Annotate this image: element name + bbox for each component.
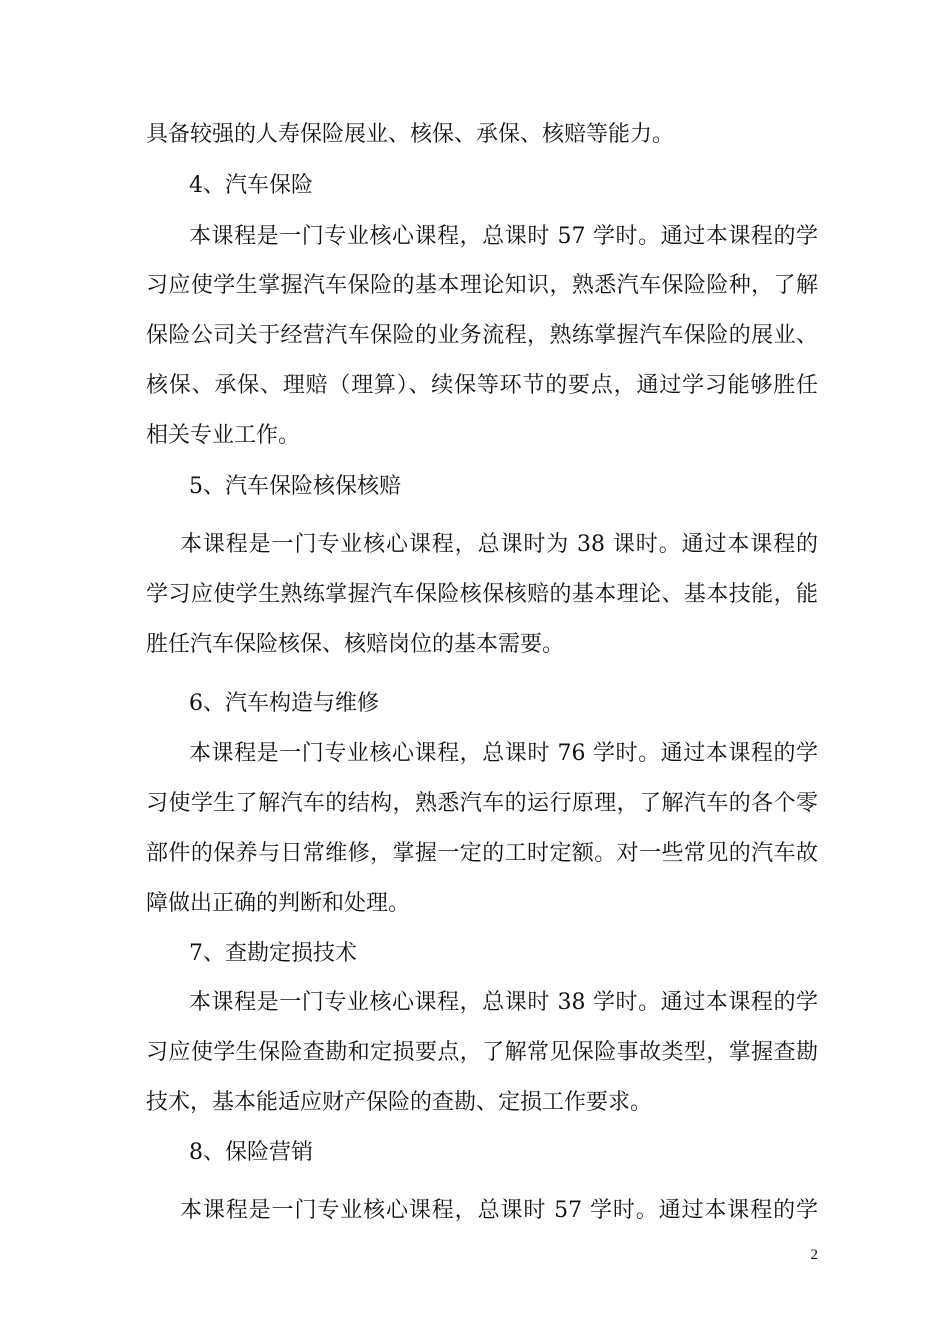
paragraph-line: 本课程是一门专业核心课程，总课时为 38 课时。通过本课程的 (180, 532, 818, 557)
paragraph-line: 习使学生了解汽车的结构，熟悉汽车的运行原理，了解汽车的各个零 (146, 791, 818, 816)
paragraph-line: 本课程是一门专业核心课程，总课时 76 学时。通过本课程的学 (189, 741, 818, 766)
paragraph-line: 具备较强的人寿保险展业、核保、承保、核赔等能力。 (146, 122, 675, 147)
paragraph-line: 习应使学生掌握汽车保险的基本理论知识，熟悉汽车保险险种，了解 (146, 273, 818, 298)
paragraph-line: 胜任汽车保险核保、核赔岗位的基本需要。 (146, 632, 565, 657)
paragraph-line: 学习应使学生熟练掌握汽车保险核保核赔的基本理论、基本技能，能 (146, 582, 818, 607)
paragraph-line: 相关专业工作。 (146, 423, 301, 448)
page-number: 2 (810, 1247, 818, 1263)
section-heading-auto-construction: 6、汽车构造与维修 (189, 691, 379, 716)
section-heading-underwriting-claims: 5、汽车保险核保核赔 (189, 474, 401, 499)
paragraph-line: 障做出正确的判断和处理。 (146, 891, 411, 916)
section-heading-insurance-marketing: 8、保险营销 (189, 1140, 313, 1165)
section-heading-survey-loss-assessment: 7、查勘定损技术 (189, 941, 357, 966)
paragraph-line: 本课程是一门专业核心课程，总课时 57 学时。通过本课程的学 (189, 224, 818, 249)
paragraph-line: 本课程是一门专业核心课程，总课时 38 学时。通过本课程的学 (189, 990, 818, 1015)
paragraph-line: 保险公司关于经营汽车保险的业务流程，熟练掌握汽车保险的展业、 (146, 323, 818, 348)
paragraph-line: 核保、承保、理赔（理算）、续保等环节的要点，通过学习能够胜任 (146, 373, 818, 398)
paragraph-line: 技术，基本能适应财产保险的查勘、定损工作要求。 (146, 1090, 653, 1115)
paragraph-line: 本课程是一门专业核心课程，总课时 57 学时。通过本课程的学 (180, 1198, 818, 1223)
paragraph-line: 部件的保养与日常维修，掌握一定的工时定额。对一些常见的汽车故 (146, 841, 818, 866)
section-heading-auto-insurance: 4、汽车保险 (189, 173, 313, 198)
paragraph-line: 习应使学生保险查勘和定损要点，了解常见保险事故类型，掌握查勘 (146, 1040, 818, 1065)
